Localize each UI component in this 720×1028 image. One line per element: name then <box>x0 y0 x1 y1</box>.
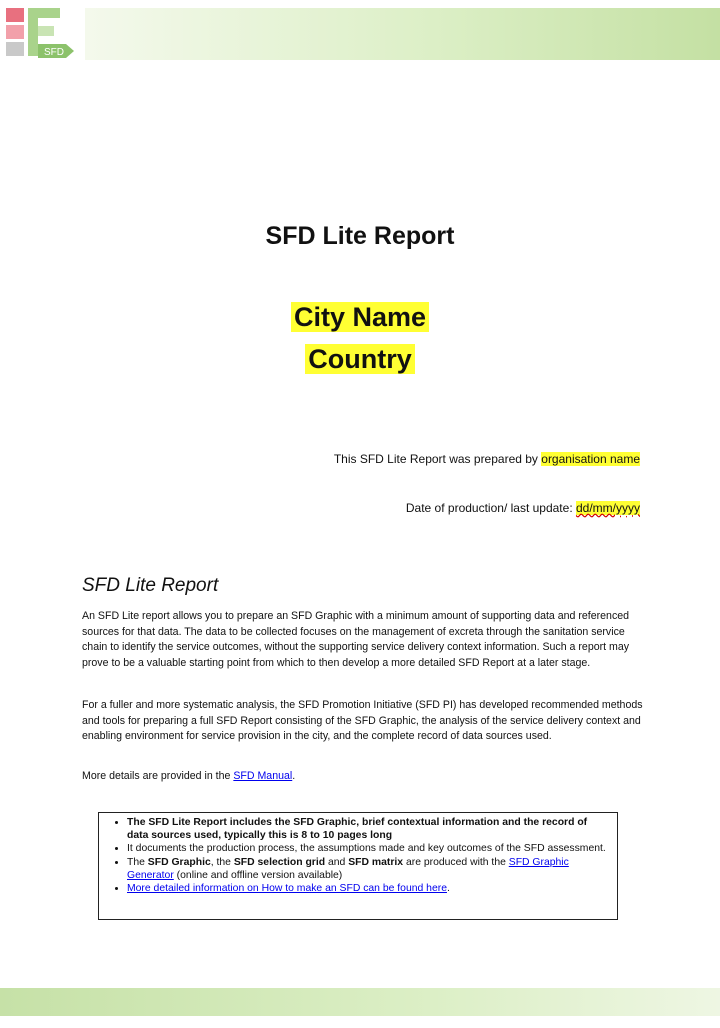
selection-grid-term: SFD selection grid <box>233 856 326 868</box>
info-box <box>98 812 618 920</box>
matrix-term: SFD matrix <box>348 856 404 868</box>
list-item-text: The <box>127 856 148 868</box>
list-item-text: and <box>325 856 349 868</box>
prepared-by-line <box>334 452 640 466</box>
city-name[interactable]: City Name <box>291 302 429 332</box>
more-details-paragraph <box>82 769 648 785</box>
more-details-suffix: . <box>292 770 296 782</box>
list-item-text: The SFD Lite Report includes the SFD Graphic, brief contextual information and the record of data sources used, typically this is 8 to 10 pages long <box>127 817 588 842</box>
country-name[interactable]: Country <box>305 344 415 374</box>
section-heading: SFD Lite Report <box>82 575 219 596</box>
city-name-line <box>0 302 720 333</box>
list-item <box>127 842 609 855</box>
svg-text:SFD: SFD <box>44 47 64 58</box>
date-label: Date of production/ last update: <box>405 501 576 515</box>
intro-paragraph: An SFD Lite report allows you to prepare an SFD Graphic with a minimum amount of supporting data and referenced sources for that data. The data to be collected focuses on the management of excreta through the sanitation service chain to identify the service outcomes, without the supporting service delivery context information. Such a report may prove to be a valuable starting point from which to then develop a more detailed SFD Report at a later stage. <box>82 610 630 669</box>
list-item-suffix: . <box>446 883 450 895</box>
list-item-text: It documents the production process, the assumptions made and key outcomes of the SFD assessment. <box>127 843 606 855</box>
sfd-logo <box>4 6 78 62</box>
list-item-text: are produced with the <box>403 856 509 868</box>
sfd-graphic-term: SFD Graphic <box>147 856 211 868</box>
date-value[interactable]: dd/mm/yyyy <box>575 501 640 515</box>
list-item <box>127 882 609 895</box>
graphic-generator-link[interactable]: SFD Graphic Generator <box>127 856 569 881</box>
info-list <box>99 813 617 895</box>
list-item-text: (online and offline version available) <box>173 869 343 881</box>
sfd-manual-link[interactable]: SFD Manual <box>233 770 293 782</box>
organisation-name[interactable]: organisation name <box>541 452 640 466</box>
analysis-paragraph: For a fuller and more systematic analysis, the SFD Promotion Initiative (SFD PI) has developed recommended methods and tools for preparing a full SFD Report consisting of the SFD Graphic, the analysis of the service delivery context and enabling environment for service provision in the city, and the complete record of data sources used. <box>82 699 643 743</box>
header-band <box>85 8 720 60</box>
list-item <box>127 856 609 882</box>
list-item-text: , the <box>210 856 234 868</box>
date-line <box>406 501 640 515</box>
report-title: SFD Lite Report <box>265 222 455 250</box>
country-name-line <box>0 344 720 375</box>
how-to-make-sfd-link[interactable]: More detailed information on How to make an SFD can be found here <box>127 883 447 895</box>
more-details-text: More details are provided in the <box>82 770 234 782</box>
prepared-by-label: This SFD Lite Report was prepared by <box>333 452 542 466</box>
footer-band <box>0 988 720 1016</box>
list-item <box>127 816 609 842</box>
